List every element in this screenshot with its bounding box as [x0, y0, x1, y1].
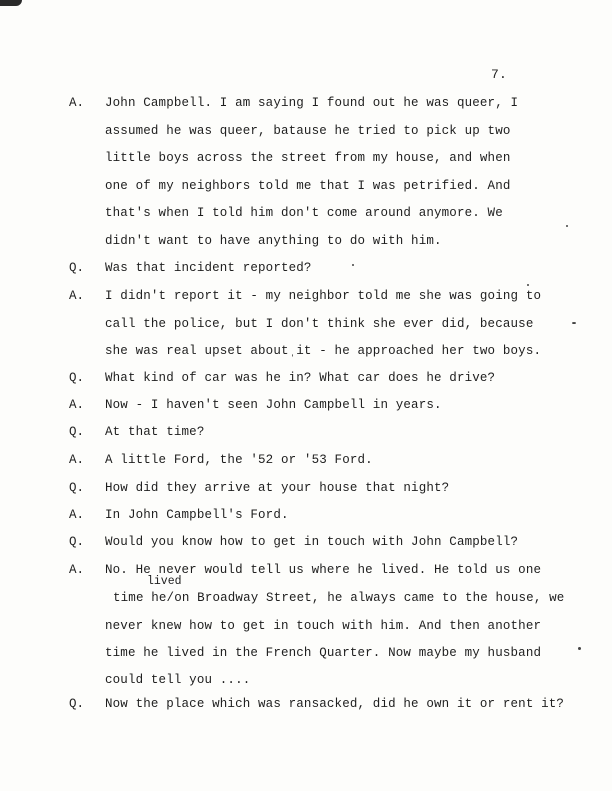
testimony-line: little boys across the street from my house, and when	[105, 151, 511, 165]
testimony-line: How did they arrive at your house that night?	[105, 481, 450, 495]
testimony-line: that's when I told him don't come around anymore. We	[105, 206, 503, 220]
testimony-line: Would you know how to get in touch with John Campbell?	[105, 535, 519, 549]
speaker-label: A.	[69, 398, 85, 412]
speaker-label: Q.	[69, 371, 85, 385]
testimony-line: A little Ford, the '52 or '53 Ford.	[105, 453, 373, 467]
testimony-line: time he/on Broadway Street, he always came to the house, we	[113, 591, 565, 605]
testimony-line: In John Campbell's Ford.	[105, 508, 289, 522]
scan-speck	[566, 225, 568, 227]
testimony-line: I didn't report it - my neighbor told me she was going to	[105, 289, 542, 303]
testimony-line: she was real upset aboutˌit - he approached her two boys.	[105, 344, 542, 358]
scan-speck	[572, 322, 576, 324]
testimony-line: could tell you ....	[105, 673, 251, 687]
speaker-label: A.	[69, 508, 85, 522]
speaker-label: A.	[69, 96, 85, 110]
speaker-label: A.	[69, 453, 85, 467]
scan-speck	[578, 647, 581, 650]
speaker-label: Q.	[69, 481, 85, 495]
scan-corner-mark	[0, 0, 22, 6]
speaker-label: A.	[69, 563, 85, 577]
testimony-line: At that time?	[105, 425, 205, 439]
testimony-line: never knew how to get in touch with him. And then another	[105, 619, 542, 633]
testimony-line: Was that incident reported?	[105, 261, 312, 275]
testimony-line: didn't want to have anything to do with him.	[105, 234, 442, 248]
testimony-line: What kind of car was he in? What car does he drive?	[105, 371, 496, 385]
scan-speck	[352, 264, 354, 266]
speaker-label: Q.	[69, 535, 85, 549]
testimony-line: call the police, but I don't think she ever did, because	[105, 317, 534, 331]
speaker-label: Q.	[69, 425, 85, 439]
scan-speck	[527, 284, 529, 286]
interlinear-insert: lived	[147, 575, 182, 588]
testimony-line: assumed he was queer, batause he tried to pick up two	[105, 124, 511, 138]
testimony-line: No. He never would tell us where he lived. He told us one	[105, 563, 542, 577]
testimony-line: Now - I haven't seen John Campbell in years.	[105, 398, 442, 412]
testimony-line: time he lived in the French Quarter. Now maybe my husband	[105, 646, 542, 660]
speaker-label: Q.	[69, 697, 85, 711]
testimony-line: one of my neighbors told me that I was petrified. And	[105, 179, 511, 193]
speaker-label: A.	[69, 289, 85, 303]
speaker-label: Q.	[69, 261, 85, 275]
testimony-line: Now the place which was ransacked, did he own it or rent it?	[105, 697, 565, 711]
testimony-line: John Campbell. I am saying I found out he was queer, I	[105, 96, 519, 110]
page-number: 7.	[491, 67, 508, 82]
